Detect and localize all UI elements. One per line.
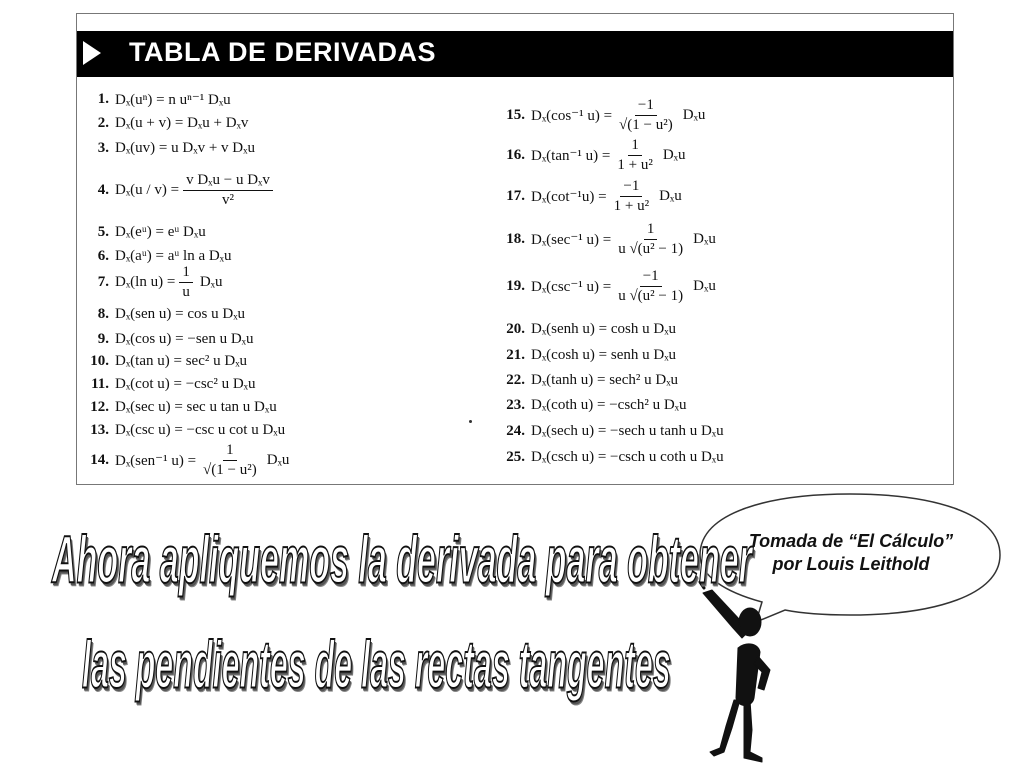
formula-item: 5. Dₓ(eᵘ) = eᵘ Dₓu — [97, 223, 206, 240]
bubble-line: por Louis Leithold — [772, 554, 930, 574]
formula-item: 1. Dₓ(uⁿ) = n uⁿ⁻¹ Dₓu — [97, 90, 231, 108]
formula-item: 13. Dₓ(csc u) = −csc u cot u Dₓu — [90, 421, 286, 438]
formula-item: 17. Dₓ(cot⁻¹u) = $\frac{-1}{\text{1 + u²}}$ Dₓu — [506, 178, 682, 214]
formula-item: 18. Dₓ(sec⁻¹ u) = $\frac{1}{\text{u √(u² − 1)}}$ Dₓu — [506, 221, 716, 257]
formula-item: 22. Dₓ(tanh u) = sech² u Dₓu — [506, 371, 679, 388]
formula-item: 7. Dₓ(ln u) = $\frac{1}{u}$ Dₓu — [97, 264, 223, 300]
fraction: $\frac{-1}{\text{1 + u²}}$ — [613, 178, 650, 214]
formula-item: 10. Dₓ(tan u) = sec² u Dₓu — [90, 352, 248, 369]
formula-item: 6. Dₓ(aᵘ) = aᵘ ln a Dₓu — [97, 247, 232, 264]
formula-item: 23. Dₓ(coth u) = −csch² u Dₓu — [506, 396, 687, 413]
fraction: $\frac{1}{\text{1 + u²}}$ — [617, 137, 653, 173]
formula-item: 21. Dₓ(cosh u) = senh u Dₓu — [506, 346, 677, 363]
caption-line: Ahora apliquemos la derivada para obtener — [52, 521, 752, 597]
fraction: $\frac{-1}{\text{u √(u² − 1)}}$ — [618, 268, 684, 304]
formula-item: 4. Dₓ(u / v) = $\frac{\text{v Dₓu − u Dₓv}}{\text{v²}}$ — [77, 172, 277, 208]
caption-line: las pendientes de las rectas tangentes — [82, 626, 671, 702]
fraction: $\frac{1}{\text{u √(u² − 1)}}$ — [618, 221, 684, 257]
fraction: $\frac{-1}{\text{√(1 − u²)}}$ — [619, 97, 673, 133]
formula-item: 24. Dₓ(sech u) = −sech u tanh u Dₓu — [506, 422, 724, 439]
formula-item: 25. Dₓ(csch u) = −csch u coth u Dₓu — [506, 448, 724, 465]
formula-item: 15. Dₓ(cos⁻¹ u) = $\frac{-1}{\text{√(1 − u²)}}$ Dₓu — [506, 97, 706, 133]
formula-item: 2. Dₓ(u + v) = Dₓu + Dₓv — [97, 114, 249, 131]
formula-item: 9. Dₓ(cos u) = −sen u Dₓu — [97, 330, 254, 347]
bubble-line: Tomada de “El Cálculo” — [748, 531, 954, 551]
formula-item: 3. Dₓ(uv) = u Dₓv + v Dₓu — [97, 139, 255, 156]
fraction: $\frac{\text{v Dₓu − u Dₓv}}{\text{v²}}$ — [183, 172, 273, 208]
formula-item: 12. Dₓ(sec u) = sec u tan u Dₓu — [90, 398, 277, 415]
fraction: $\frac{1}{\text{√(1 − u²)}}$ — [203, 442, 257, 478]
formula-item: 20. Dₓ(senh u) = cosh u Dₓu — [506, 320, 677, 337]
fraction: $\frac{1}{u}$ — [179, 264, 193, 300]
formula-item: 11. Dₓ(cot u) = −csc² u Dₓu — [91, 375, 256, 392]
formula-item: 8. Dₓ(sen u) = cos u Dₓu — [97, 305, 246, 322]
formula-item: 14. Dₓ(sen⁻¹ u) = $\frac{1}{\text{√(1 − u²)}}$ Dₓu — [90, 442, 290, 478]
table-title: TABLA DE DERIVADAS — [129, 37, 437, 67]
formula-item: 16. Dₓ(tan⁻¹ u) = $\frac{1}{\text{1 + u²}}$ Dₓu — [506, 137, 686, 173]
formula-item: 19. Dₓ(csc⁻¹ u) = $\frac{-1}{\text{u √(u² − 1)}}$ Dₓu — [506, 268, 716, 304]
